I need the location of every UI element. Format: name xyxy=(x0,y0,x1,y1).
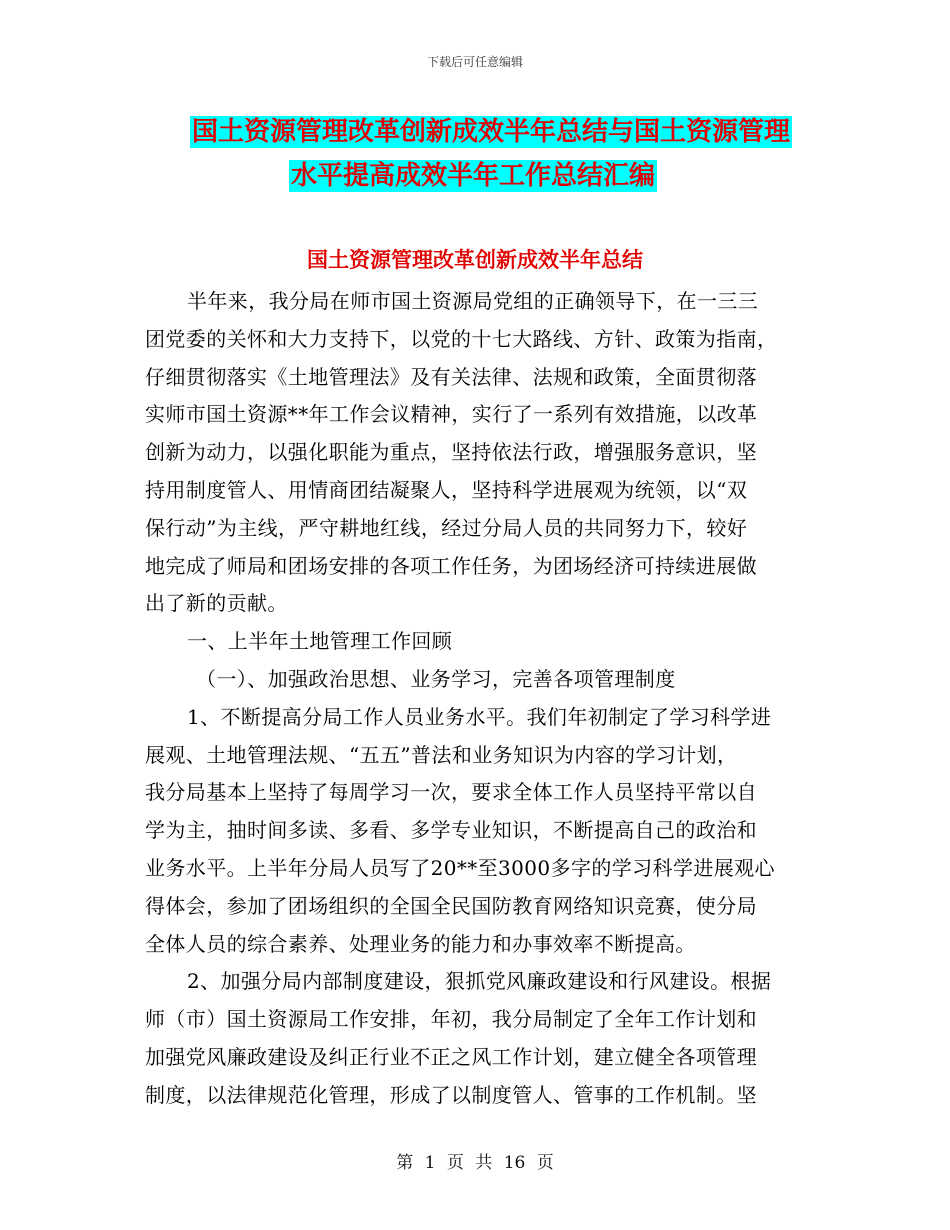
paragraph-line: 实师市国土资源**年工作会议精神，实行了一系列有效措施，以改革 xyxy=(145,402,758,427)
heading-line: 一、上半年土地管理工作回顾 xyxy=(187,629,453,654)
subheading-line: （一）、加强政治思想、业务学习，完善各项管理制度 xyxy=(196,666,676,691)
document-title-line-2 xyxy=(289,154,810,198)
paragraph-line: 业务水平。上半年分局人员写了20**至3000多字的学习科学进展观心 xyxy=(145,855,775,880)
paragraph-line: 2、加强分局内部制度建设，狠抓党风廉政建设和行风建设。根据 xyxy=(187,969,772,994)
paragraph-line: 制度，以法律规范化管理，形成了以制度管人、管事的工作机制。坚 xyxy=(145,1082,757,1107)
page-footer: 第 1 页 共 16 页 xyxy=(396,1153,554,1173)
document-title-line-1 xyxy=(190,110,810,154)
paragraph-line: 仔细贯彻落实《土地管理法》及有关法律、法规和政策，全面贯彻落 xyxy=(145,364,757,389)
paragraph-line: 学为主，抽时间多读、多看、多学专业知识，不断提高自己的政治和 xyxy=(145,818,757,843)
paragraph-line: 我分局基本上坚持了每周学习一次，要求全体工作人员坚持平常以自 xyxy=(145,780,757,805)
paragraph-line: 半年来，我分局在师市国土资源局党组的正确领导下，在一三三 xyxy=(187,289,759,313)
paragraph-line: 持用制度管人、用情商团结凝聚人，坚持科学进展观为统领，以“双 xyxy=(145,477,748,502)
document-title-line-2-text: 水平提高成效半年工作总结汇编 xyxy=(291,161,656,191)
header-note: 下载后可任意编辑 xyxy=(426,55,523,69)
paragraph-line: 加强党风廉政建设及纠正行业不正之风工作计划，建立健全各项管理 xyxy=(145,1044,757,1069)
paragraph-line: 地完成了师局和团场安排的各项工作任务，为团场经济可持续进展做 xyxy=(145,553,757,578)
paragraph-line: 展观、土地管理法规、“五五”普法和业务知识为内容的学习计划， xyxy=(145,742,738,767)
body-text xyxy=(145,283,811,1115)
document-title xyxy=(190,110,810,198)
section-title: 国土资源管理改革创新成效半年总结 xyxy=(307,248,643,272)
paragraph-line: 团党委的关怀和大力支持下，以党的十七大路线、方针、政策为指南， xyxy=(145,326,778,351)
paragraph-line: 出了新的贡献。 xyxy=(145,591,288,616)
paragraph-line: 1、不断提高分局工作人员业务水平。我们年初制定了学习科学进 xyxy=(187,704,772,729)
paragraph-line: 师（市）国土资源局工作安排，年初，我分局制定了全年工作计划和 xyxy=(145,1007,757,1032)
document-title-line-1-text: 国土资源管理改革创新成效半年总结与国土资源管理 xyxy=(192,117,791,147)
paragraph-line: 创新为动力，以强化职能为重点，坚持依法行政，增强服务意识，坚 xyxy=(145,440,757,465)
paragraph-line: 全体人员的综合素养、处理业务的能力和办事效率不断提高。 xyxy=(145,931,696,956)
paragraph-line: 得体会，参加了团场组织的全国全民国防教育网络知识竞赛，使分局 xyxy=(145,893,757,918)
paragraph-line: 保行动”为主线，严守耕地红线，经过分局人员的共同努力下，较好 xyxy=(145,515,748,540)
